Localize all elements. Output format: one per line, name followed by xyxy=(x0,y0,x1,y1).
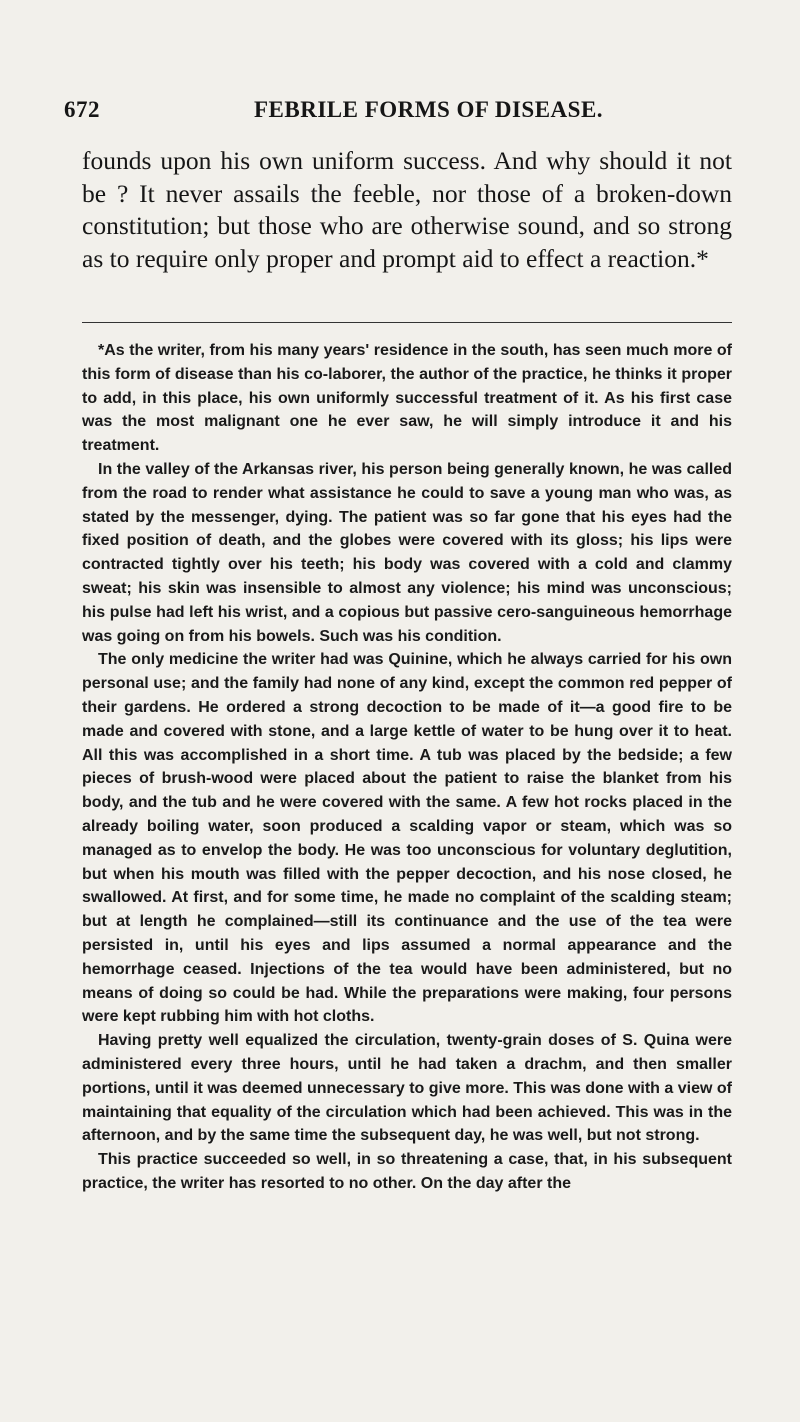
page-number: 672 xyxy=(64,97,100,122)
footnote-paragraph-5: This practice succeeded so well, in so threatening a case, that, in his subsequent practice, the writer has resorted to no other. On the day after the xyxy=(82,1151,732,1192)
footnote-paragraph-2: In the valley of the Arkansas river, his person being generally known, he was called from the road to render what assistance he could to save a young man who was, as stated by the messenger, dying. The patient was so far gone that his eyes had the fixed position of death, and the globes were covered with its gloss; his lips were contracted tightly over his teeth; his body was covered with a cold and clammy sweat; his skin was insensible to almost any violence; his mind was unconscious; his pulse had left his wrist, and a copious but passive cero-sanguineous hemorrhage was going on from his bowels. Such was his condition. xyxy=(82,460,732,645)
footnote-paragraph-1: *As the writer, from his many years' residence in the south, has seen much more of this form of disease than his co-laborer, the author of the practice, he thinks it proper to add, in this place, his own uniformly successful treatment of it. As his first case was the most malignant one he ever saw, he will simply introduce it and his treatment. xyxy=(82,342,732,455)
running-head: FEBRILE FORMS OF DISEASE. xyxy=(254,97,604,122)
footnote xyxy=(82,339,732,1196)
footnote-paragraph-3: The only medicine the writer had was Quinine, which he always carried for his own personal use; and the family had none of any kind, except the common red pepper of their gardens. He ordered a strong decoction to be made of it—a good fire to be made and covered with stone, and a large kettle of water to be hung over it to heat. All this was accomplished in a short time. A tub was placed by the bedside; a few pieces of brush-wood were placed about the patient to raise the blanket from his body, and the tub and he were covered with the same. A few hot rocks placed in the already boiling water, soon produced a scalding vapor or steam, which was so managed as to envelop the body. He was too unconscious for voluntary deglutition, but when his mouth was filled with the pepper decoction, and his nose closed, he swallowed. At first, and for some time, he made no complaint of the scalding steam; but at length he complained—still its continuance and the use of the tea were persisted in, until his eyes and lips assumed a normal appearance and the hemorrhage ceased. Injections of the tea would have been administered, but no means of doing so could be had. While the preparations were making, four persons were kept rubbing him with hot cloths. xyxy=(82,651,732,1026)
page-header xyxy=(64,97,744,127)
footnote-paragraph-4: Having pretty well equalized the circulation, twenty-grain doses of S. Quina were administered every three hours, until he had taken a drachm, and then smaller portions, until it was deemed unnecessary to give more. This was done with a view of maintaining that equality of the circulation which had been achieved. This was in the afternoon, and by the same time the subsequent day, he was well, but not strong. xyxy=(82,1032,732,1145)
footnote-rule xyxy=(82,322,732,323)
body-paragraph: founds upon his own uniform success. And why should it not be ? It never assails the feeble, nor those of a broken-down constitution; but those who are otherwise sound, and so strong as to require only proper and prompt aid to effect a reaction.* xyxy=(82,146,732,273)
